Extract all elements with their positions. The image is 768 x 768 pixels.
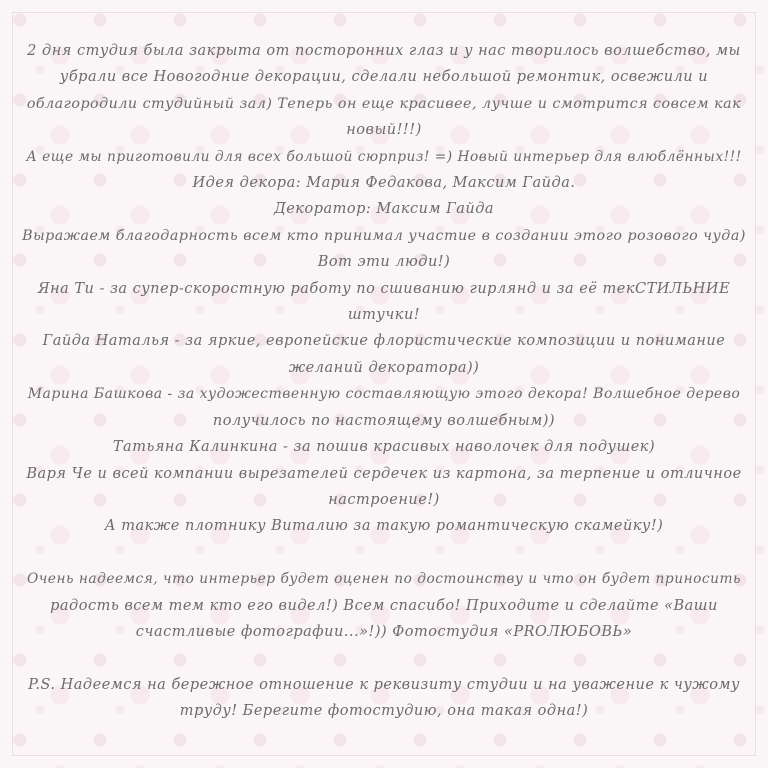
thanks-line: Варя Че и всей компании вырезателей сердечек из картона, за терпение и отличное (26, 465, 742, 482)
decorator-credit: Декоратор: Максим Гайда (273, 201, 495, 218)
thanks-line: Яна Ти - за супер-скоростную работу по сшиванию гирлянд и за её текСТИЛЬНИЕ (37, 280, 731, 297)
thanks-line: Марина Башкова - за художественную составляющую этого декора! Волшебное дерево (27, 386, 741, 403)
text-line: Вот эти люди!) (317, 254, 451, 271)
thanks-line: А также плотнику Виталию за такую романтическую скамейку!) (104, 518, 664, 535)
text-line: новый!!!) (346, 122, 422, 139)
closing-line: счастливые фотографии...»!)) Фотостудия «PROЛЮБОВЬ» (135, 623, 633, 640)
closing-line: радость всем тем кто его видел!) Всем спасибо! Приходите и сделайте «Ваши (50, 597, 718, 614)
thanks-line: Гайда Наталья - за яркие, европейские флористические композиции и понимание (42, 333, 726, 350)
text-line: Выражаем благодарность всем кто принимал участие в создании этого розового чуда) (22, 227, 746, 244)
thanks-line: настроение!) (328, 491, 440, 508)
decor-idea-credit: Идея декора: Мария Федакова, Максим Гайда. (192, 175, 576, 192)
thanks-line: штучки! (347, 307, 421, 324)
text-line: убрали все Новогодние декорации, сделали небольшой ремонтик, освежили и (59, 69, 709, 86)
closing-line: Очень надеемся, что интерьер будет оценен по достоинству и что он будет приносить (26, 571, 741, 588)
post-text (22, 38, 746, 725)
text-line: облагородили студийный зал) Теперь он еще красивее, лучше и смотрится совсем как (26, 95, 742, 112)
thanks-line: желаний декоратора)) (288, 359, 480, 376)
thanks-line: получилось по настоящему волшебным)) (212, 412, 556, 429)
text-line: А еще мы приготовили для всех большой сюрприз! =) Новый интерьер для влюблённых!!! (26, 148, 742, 165)
postscript-line: труду! Берегите фотостудию, она такая одна!) (179, 703, 589, 720)
paragraph-spacer (22, 645, 746, 671)
thanks-line: Татьяна Калинкина - за пошив красивых наволочек для подушек) (112, 439, 656, 456)
text-line: 2 дня студия была закрыта от посторонних глаз и у нас творилось волшебство, мы (27, 43, 741, 59)
postscript-line: P.S. Надеемся на бережное отношение к реквизиту студии и на уважение к чужому (28, 676, 740, 693)
paragraph-spacer (22, 540, 746, 566)
